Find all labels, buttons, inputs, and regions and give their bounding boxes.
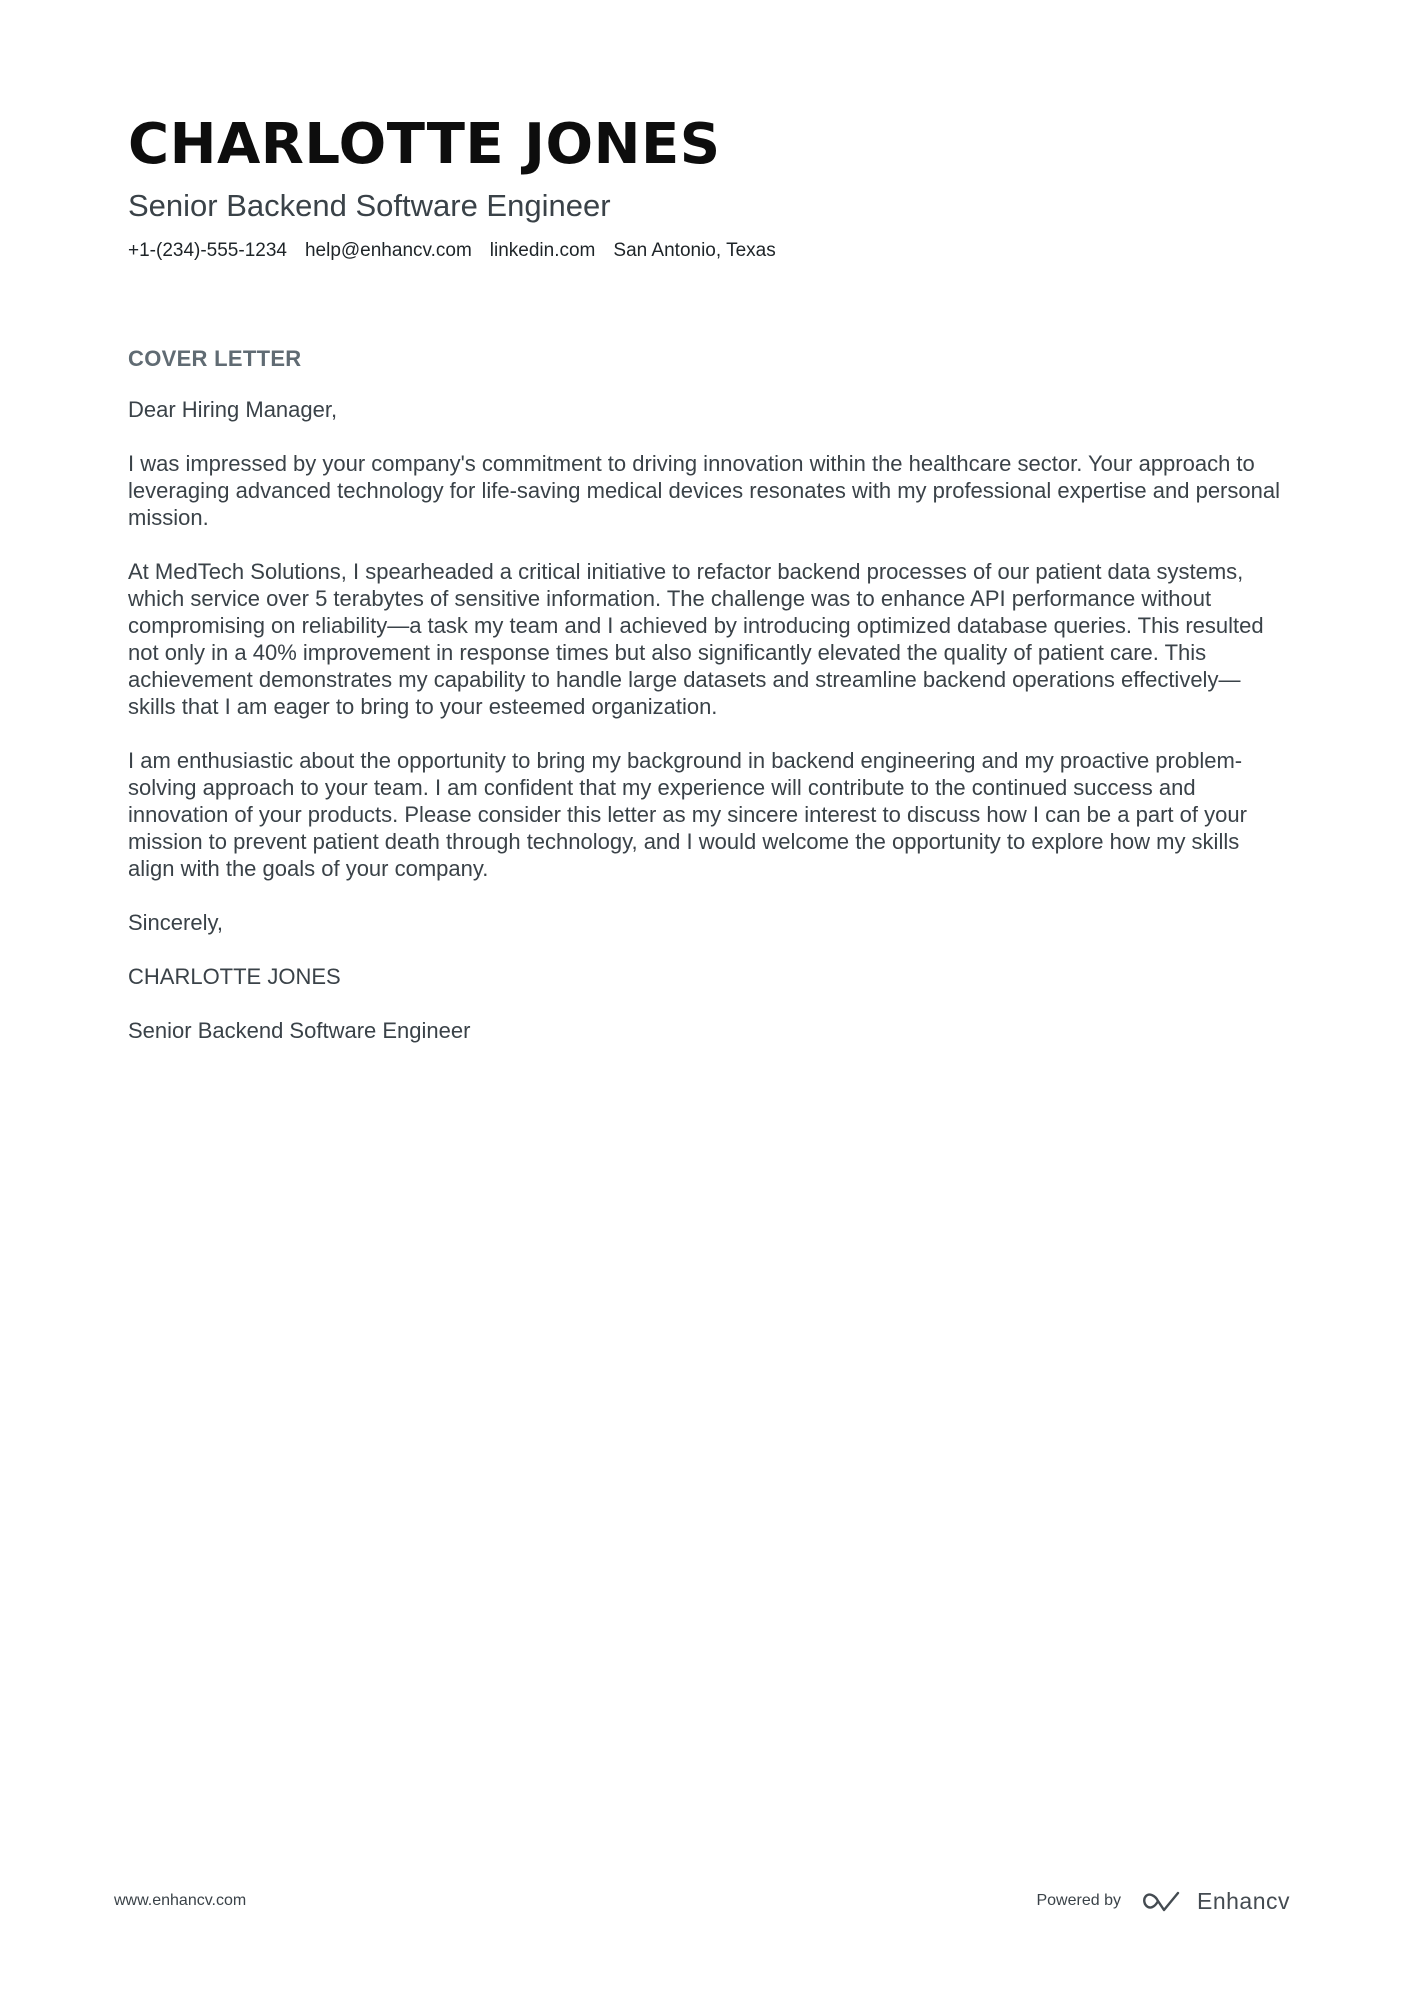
letter-paragraph-2: At MedTech Solutions, I spearheaded a critical initiative to refactor backend processes of our patient data systems, which service over 5 terabytes of sensitive information. The challenge was to enhance API performance without compromising on reliability—a task my team and I achieved by introducing optimized database queries. This resulted not only in a 40% improvement in response times but also significantly elevated the quality of patient care. This achievement demonstrates my capability to handle large datasets and streamline backend operations effectively—skills that I am eager to bring to your esteemed organization. — [128, 559, 1264, 719]
brand-logo[interactable] — [1141, 1888, 1290, 1915]
signature-title: Senior Backend Software Engineer — [128, 1018, 471, 1043]
powered-by-label: Powered by — [1036, 1892, 1121, 1909]
contact-phone: +1-(234)-555-1234 — [128, 240, 287, 261]
contact-location: San Antonio, Texas — [613, 240, 776, 261]
contact-info — [128, 238, 1288, 264]
contact-linkedin: linkedin.com — [489, 240, 596, 261]
candidate-name: CHARLOTTE JONES — [128, 112, 721, 177]
enhancv-logo-icon — [1141, 1889, 1187, 1913]
contact-email: help@enhancv.com — [304, 240, 472, 261]
brand-name: Enhancv — [1196, 1887, 1290, 1914]
footer-url[interactable]: www.enhancv.com — [114, 1892, 247, 1909]
salutation: Dear Hiring Manager, — [128, 397, 338, 422]
signature-name: CHARLOTTE JONES — [128, 964, 341, 989]
letter-paragraph-1: I was impressed by your company's commitment to driving innovation within the healthcare sector. Your approach to leveraging advanced technology for life-saving medical devices resonates with my professional expertise and personal mission. — [128, 451, 1280, 530]
powered-by — [1036, 1888, 1290, 1915]
page-footer — [114, 1886, 1290, 1916]
letter-paragraph-3: I am enthusiastic about the opportunity to bring my background in backend engineering and my proactive problem-solving approach to your team. I am confident that my experience will contribute to the continued success and innovation of your products. Please consider this letter as my sincere interest to discuss how I can be a part of your mission to prevent patient death through technology, and I would welcome the opportunity to explore how my skills align with the goals of your company. — [128, 748, 1247, 881]
closing: Sincerely, — [128, 910, 223, 935]
section-heading: COVER LETTER — [128, 346, 302, 371]
candidate-title: Senior Backend Software Engineer — [128, 188, 611, 223]
cover-letter-body — [128, 344, 1288, 1071]
resume-header — [128, 108, 1288, 264]
